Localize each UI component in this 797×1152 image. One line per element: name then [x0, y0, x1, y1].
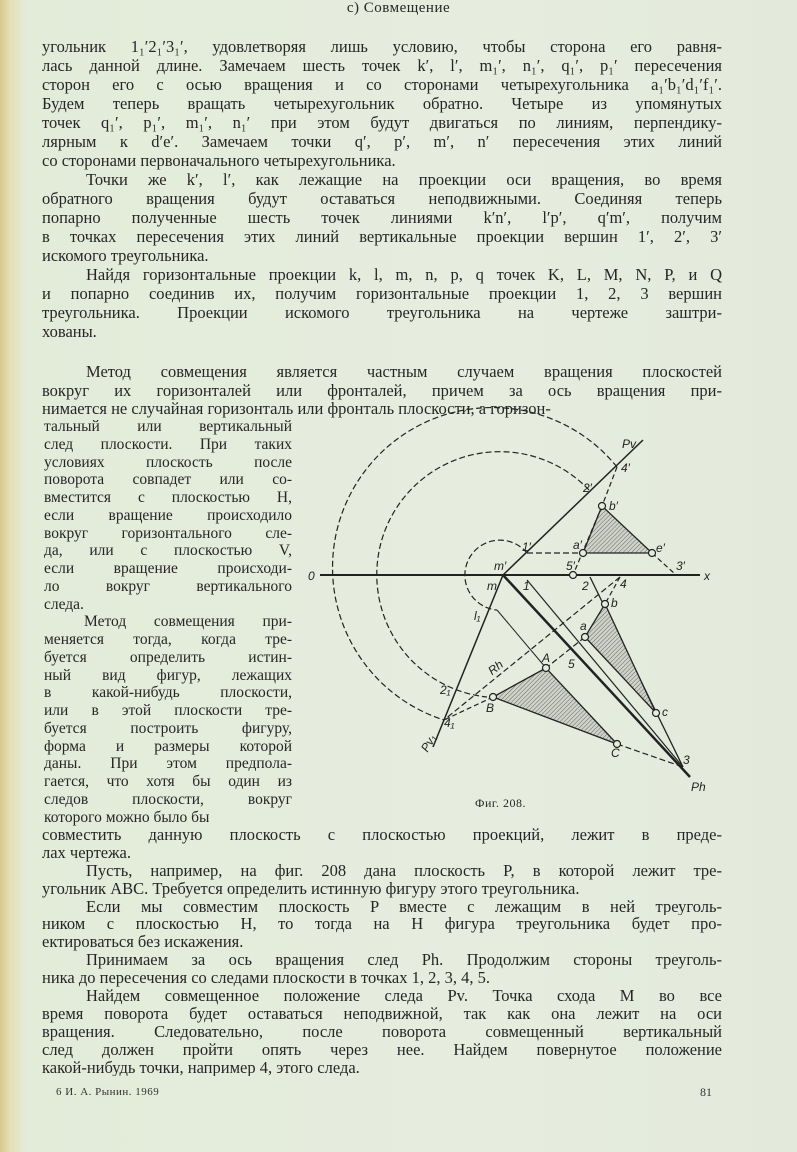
text-line: вместится с плоскостью H, [44, 489, 292, 506]
label-eprime: e′ [656, 541, 665, 555]
label-4: 4 [620, 577, 627, 591]
label-2prime: 2′ [583, 481, 592, 495]
label-o: 0 [308, 569, 315, 583]
text-line: ником с плоскостью H, то тогда на H фигура треугольника будет про- [42, 915, 722, 934]
label-m: m [487, 579, 497, 593]
label-mprime: m′ [494, 559, 507, 573]
figure-caption: Фиг. 208. [475, 796, 526, 810]
text-line: в точках пересечения этих линий вертикальные проекции вершин 1′, 2′, 3′ [42, 227, 722, 246]
text-line: Метод совмещения при- [84, 613, 292, 631]
text-line: обратного вращения будут оставаться неподвижными. Соединяя теперь [42, 189, 722, 208]
label-C: C [611, 746, 620, 760]
text-line: в какой-нибудь плоскости, [44, 684, 292, 702]
text-line: если вращение происходи- [44, 560, 292, 577]
text-line: поворота совпадет или со- [44, 471, 292, 489]
label-1: 1 [523, 579, 530, 593]
text-line: условиях плоскость после [44, 453, 292, 471]
label-c: c [662, 705, 668, 719]
text-line: Будем теперь вращать четырехугольник обратно. Четыре из упомянутых [42, 94, 722, 113]
label-4sub1: 4₁ [444, 716, 455, 730]
label-l1: l₁ [474, 609, 481, 623]
text-line: Найдя горизонтальные проекции k, l, m, n, p, q точек K, L, M, N, P, и Q [86, 265, 722, 284]
text-line: даны. При этом предпола- [44, 755, 292, 773]
text-line: и попарно соединив их, получим горизонтальные проекции 1, 2, 3 вершин [42, 284, 722, 303]
text-line: ный вид фигур, лежащих [44, 666, 292, 684]
label-aprime: a′ [573, 538, 582, 552]
text-line: время поворота будет оставаться неподвижной, так как она лежит на оси [42, 1004, 722, 1023]
text-line: Если мы совместим плоскость P вместе с лежащим в ней треуголь- [86, 897, 722, 916]
text-line: попарно полученные шесть точек линиями k′n′, l′p′, q′m′, получим [42, 208, 722, 227]
text-line: да, или с плоскостью V, [44, 542, 292, 560]
text-line: точек q₁′, p₁′, m₁′, n₁′ при этом будут двигаться по линиям, перпендику- [42, 113, 722, 132]
text-line: тальный или вертикальный [44, 418, 292, 435]
label-5: 5 [568, 657, 575, 671]
section-heading: с) Совмещение [346, 0, 451, 16]
text-line: которого можно было бы [44, 808, 210, 826]
text-line: какой-нибудь точки, например 4, этого следа. [42, 1058, 360, 1077]
label-4prime: 4′ [621, 461, 630, 475]
text-line: искомого треугольника. [42, 246, 209, 265]
text-line: гается, что хотя бы один из [44, 773, 292, 790]
text-line: со сторонами первоначального четырехугольника. [42, 151, 396, 170]
text-line: вокруг горизонтального сле- [44, 524, 292, 542]
label-ph: Ph [691, 780, 706, 794]
label-5prime: 5′ [566, 559, 575, 573]
text-line: нимается не случайная горизонталь или фронталь плоскости, а горизон- [42, 400, 551, 418]
label-rh: Rh [485, 657, 506, 678]
label-B: B [486, 701, 495, 715]
text-line: меняется тогда, когда тре- [44, 631, 292, 648]
text-line: форма и размеры которой [44, 737, 292, 755]
text-line: угольник ABC. Требуется определить истинную фигуру этого треугольника. [42, 879, 580, 898]
text-line: след должен пройти опять через нее. Найдем повернутое положение [42, 1040, 722, 1059]
page-number: 81 [700, 1085, 712, 1099]
text-line: ектироваться без искажения. [42, 933, 244, 952]
text-line: ло вокруг вертикального [44, 577, 292, 595]
text-line: сторон его с осью вращения и со сторонами четырехугольника a₁′b₁′d₁′f₁′. [42, 75, 722, 94]
label-pv1: Pv₁ [417, 732, 439, 755]
text-line: совместить данную плоскость с плоскостью проекций, лежит в преде- [42, 826, 722, 844]
text-line: лах чертежа. [42, 843, 131, 862]
label-b: b [611, 596, 618, 610]
text-line: след плоскости. При таких [44, 435, 292, 453]
text-line: или в этой плоскости тре- [44, 702, 292, 719]
text-line: лярным к d′e′. Замечаем точки q′, p′, m′, n′ пересечения этих линий [42, 132, 722, 151]
text-line: Пусть, например, на фиг. 208 дана плоскость P, в которой лежит тре- [86, 861, 722, 880]
text-line: Точки же k′, l′, как лежащие на проекции оси вращения, во время [86, 170, 722, 189]
text-line: следа. [44, 595, 84, 613]
label-x: x [704, 569, 710, 583]
text-line: треугольника. Проекции искомого треугольника на чертеже заштри- [42, 303, 722, 322]
text-line: вращения. Следовательно, после поворота совмещенный вертикальный [42, 1022, 722, 1041]
text-line: если вращение происходило [44, 506, 292, 524]
label-3: 3 [683, 753, 690, 767]
triangle-frontal-projection [583, 506, 652, 553]
text-line: вокруг их горизонталей или фронталей, причем за ось вращения при- [42, 381, 722, 400]
text-line: Принимаем за ось вращения след Ph. Продолжим стороны треуголь- [86, 951, 722, 970]
text-line: буется определить истин- [44, 648, 292, 666]
triangle-horizontal-projection [585, 604, 656, 713]
label-bprime: b′ [609, 499, 618, 513]
label-a: a [580, 619, 587, 633]
text-line: буется построить фигуру, [44, 719, 292, 737]
text-line: лась данной длине. Замечаем шесть точек k′, l′, m₁′, n₁′, q₁′, p₁′ пересечения [42, 56, 722, 75]
text-line: угольник 1₁′2₁′3₁′, удовлетворяя лишь условию, чтобы сторона его равня- [42, 37, 722, 56]
label-pv: Pv [622, 437, 637, 451]
text-line: ника до пересечения со следами плоскости в точках 1, 2, 3, 4, 5. [42, 969, 490, 988]
text-line: следов плоскости, вокруг [44, 790, 292, 808]
text-line: Найдем совмещенное положение следа Pv. Точка схода M во все [86, 987, 722, 1005]
label-2: 2 [582, 579, 589, 593]
text-line: хованы. [42, 322, 97, 341]
text-line: Метод совмещения является частным случаем вращения плоскостей [86, 363, 722, 381]
footer-signature: 6 И. А. Рынин. 1969 [56, 1086, 160, 1098]
label-2sub1: 2₁ [440, 683, 451, 697]
label-3prime: 3′ [676, 559, 685, 573]
label-1prime: 1′ [522, 540, 531, 554]
label-A: A [542, 651, 551, 665]
